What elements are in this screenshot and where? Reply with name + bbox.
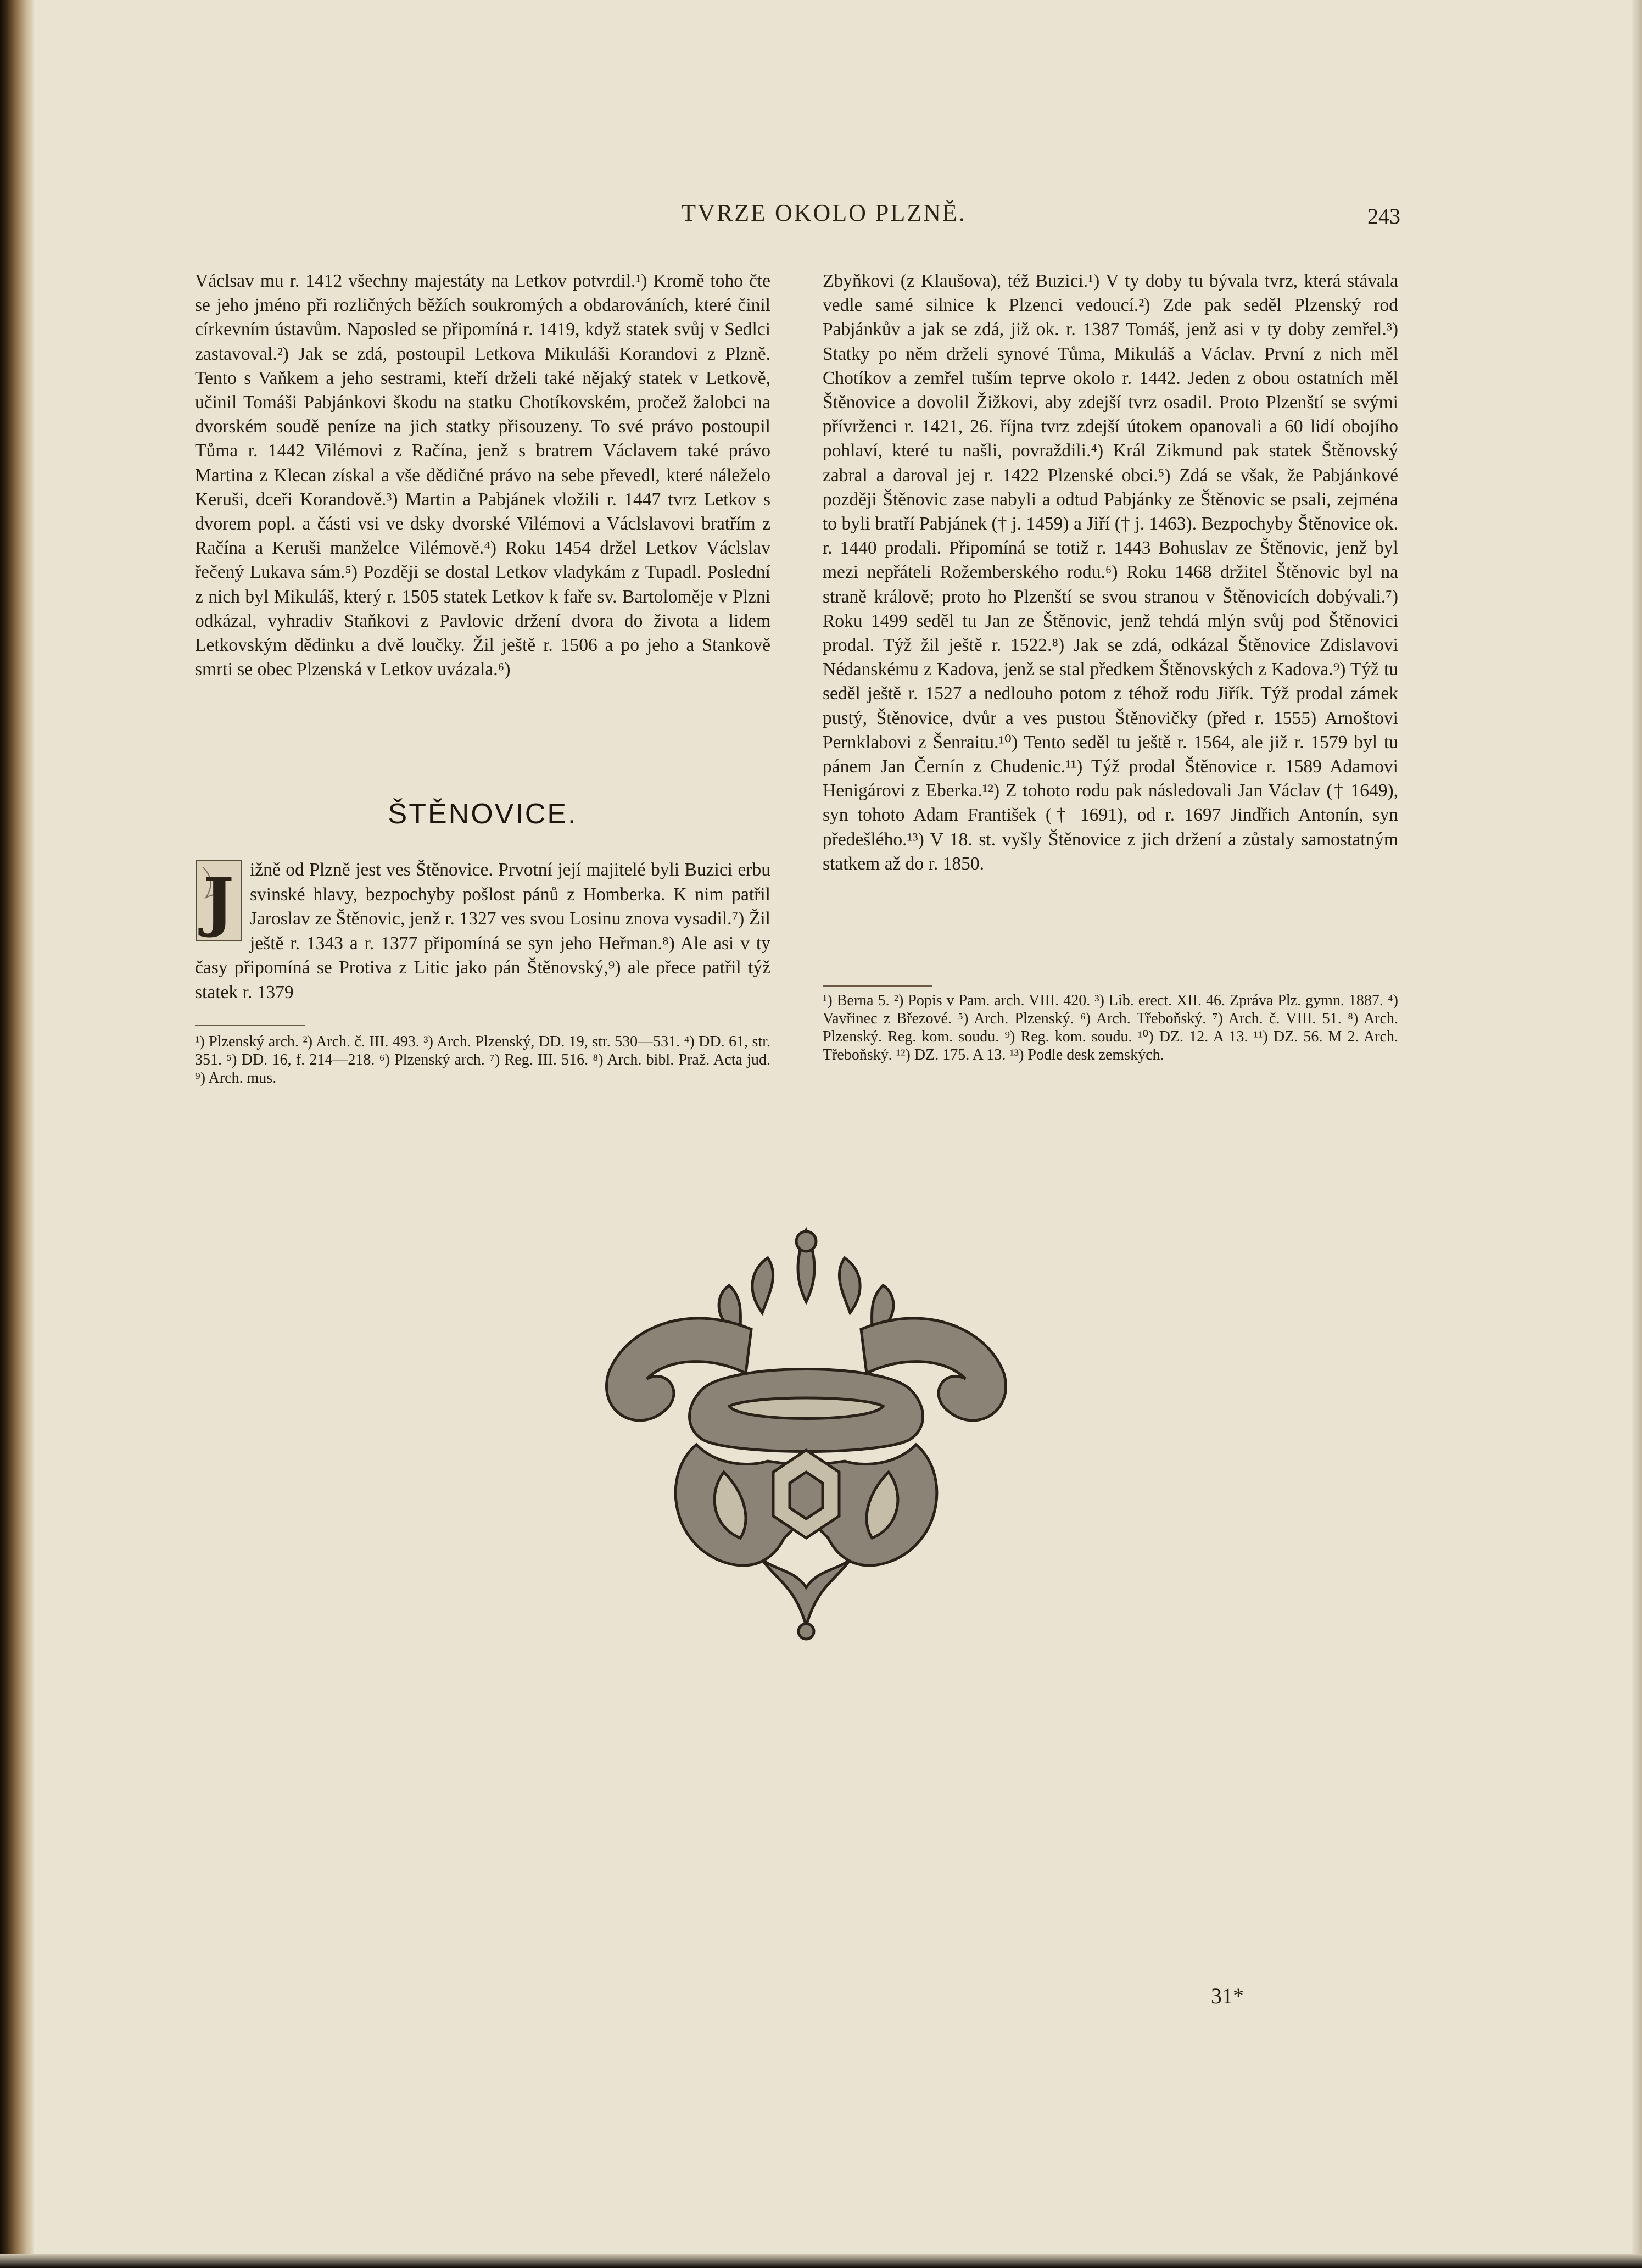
left-column-text: Václsav mu r. 1412 všechny majestáty na Letkov potvrdil.¹) Kromě toho čte se jeho jméno při rozličných běžích soukromých a obdarováních, které činil církevním ústavům. Naposled se připomíná r. 1419, když statek svůj v Sedlci zastavoval.²) Jak se zdá, postoupil Letkova Mikuláši Korandovi z Plzně. Tento s Vaňkem a jeho sestrami, kteří drželi také nějaký statek v Letkově, učinil Tomáši Pabjánkovi škodu na statku Chotíkovském, pročež žalobci na dvorském soudě peníze na jich statky přisouzeny. To své právo postoupil Tůma r. 1442 Vilémovi z Račína, jenž s bratrem Václavem také právo Martina z Klecan získal a vše dědičné právo na sebe převedl, které náleželo Keruši, dceři Korandově.³) Martin a Pabjánek vložili r. 1447 tvrz Letkov s dvorem popl. a části vsi ve dsky dvorské Vilémovi a Václslavovi bratřím z Račína a Keruši manželce Vilémově.⁴) Roku 1454 držel Letkov Václslav řečený Lukava sám.⁵) Později se dostal Letkov vladykám z Tupadl. Poslední z nich byl Mikuláš, který r. 1505 statek Letkov k faře sv. Bartoloměje v Plzni odkázal, vyhradiv Staňkovi z Pavlovic držení dvora do života a lidem Letkovským dědinku a dvě loučky. Žil ještě r. 1506 a po jeho a Stankově smrti se obec Plzenská v Letkov uvázala.⁶) — [195, 271, 770, 680]
page-edge — [1632, 0, 1642, 2268]
right-column-text: Zbyňkovi (z Klaušova), též Buzici.¹) V ty doby tu bývala tvrz, která stávala vedle samé silnice k Plzenci vedoucí.²) Zde pak seděl Plzenský rod Pabjánkův a jak se zdá, již ok. r. 1387 Tomáš, jenž asi v ty doby zemřel.³) Statky po něm drželi synové Tůma, Mikuláš a Václav. První z nich měl Chotíkov a zemřel tuším teprve okolo r. 1442. Jeden z obou ostatních měl Štěnovice a dovolil Žižkovi, aby zdejší tvrz osadil. Proto Plzenští se svými přívrženci r. 1421, 26. října tvrz zdejší útokem opanovali a 60 lidí obojího pohlaví, které tu našli, povraždili.⁴) Král Zikmund pak statek Štěnovský zabral a daroval jej r. 1422 Plzenské obci.⁵) Zdá se však, že Pabjánkové později Štěnovic zase nabyli a odtud Pabjánky ze Štěnovic se psali, zejména to byli bratří Pabjánek († j. 1459) a Jiří († j. 1463). Bezpochyby Štěnovice ok. r. 1440 prodali. Připomíná se totiž r. 1443 Bohuslav ze Štěnovic, jenž byl mezi nepřáteli Rožemberského rodu.⁶) Roku 1468 držitel Štěnovic byl na straně králově; proto ho Plzenští se svou stranou v Štěnovicích dobývali.⁷) Roku 1499 seděl tu Jan ze Štěnovic, jenž tehdá mlýn svůj pod Štěnovici prodal. Týž žil ještě r. 1522.⁸) Jak se zdá, odkázal Štěnovice Zdislavovi Nédanskému z Kadova, jenž se stal předkem Štěnovských z Kadova.⁹) Týž tu seděl ještě r. 1527 a nedlouho potom z téhož rodu Jiřík. Týž prodal zámek pustý, Štěnovice, dvůr a ves pustou Štěnovičky (před r. 1555) Arnoštovi Pernklabovi z Šenraitu.¹⁰) Tento seděl tu ještě r. 1564, ale již r. 1579 byl tu pánem Jan Černín z Chudenic.¹¹) Týž prodal Štěnovice r. 1589 Adamovi Henigárovi z Eberka.¹²) Z tohoto rodu pak následovali Jan Václav († 1649), syn tohoto Adam František († 1691), od r. 1697 Jindřich Antonín, syn předešlého.¹³) V 18. st. vyšly Štěnovice z jich držení a zůstaly samostatným statkem až do r. 1850. — [823, 271, 1398, 874]
right-column — [823, 269, 1398, 876]
dropcap-j — [195, 859, 242, 941]
dropcap-letter: J — [203, 863, 234, 939]
left-column — [195, 269, 770, 682]
section-title: ŠTĚNOVICE. — [388, 798, 578, 830]
section-body — [195, 858, 770, 1005]
sheet-signature: 31* — [1211, 1983, 1244, 2008]
left-footnote-rule — [195, 1025, 305, 1026]
running-head: TVRZE OKOLO PLZNĚ. — [681, 199, 967, 226]
page-bottom-edge — [0, 2254, 1642, 2268]
dropcap-icon — [195, 859, 242, 941]
left-footnotes: ¹) Plzenský arch. ²) Arch. č. III. 493. ³) Arch. Plzenský, DD. 19, str. 530—531. ⁴) DD. 61, str. 351. ⁵) DD. 16, f. 214—218. ⁶) Plzenský arch. ⁷) Reg. III. 516. ⁸) Arch. bibl. Praž. Acta jud. ⁹) Arch. mus. — [195, 1033, 770, 1086]
right-footnotes: ¹) Berna 5. ²) Popis v Pam. arch. VIII. 420. ³) Lib. erect. XII. 46. Zpráva Plz. gymn. 1887. ⁴) Vavřinec z Březové. ⁵) Arch. Plzenský. ⁶) Arch. Třeboňský. ⁷) Arch. č. VIII. 51. ⁸) Arch. Plzenský. Reg. kom. soudu. ⁹) Reg. kom. soudu. ¹⁰) DZ. 12. A 13. ¹¹) DZ. 56. M 2. Arch. Třeboňský. ¹²) DZ. 175. A 13. ¹³) Podle desk zemských. — [823, 992, 1398, 1063]
book-spine-shadow — [0, 0, 34, 2268]
page-number: 243 — [1367, 204, 1400, 229]
ornamental-vignette-icon — [587, 1208, 1026, 1648]
section-text: ižně od Plzně jest ves Štěnovice. Prvotní její majitelé byli Buzici erbu svinské hlavy, bezpochyby pošlost pánů z Homberka. K nim patřil Jaroslav ze Štěnovic, jenž r. 1327 ves svou Losinu znova vysadil.⁷) Žil ještě r. 1343 a r. 1377 připomíná se syn jeho Heřman.⁸) Ale asi v ty časy připomíná se Protiva z Litic jako pán Štěnovský,⁹) ale přece patřil týž statek r. 1379 — [195, 860, 770, 1002]
right-footnote-rule — [823, 985, 932, 987]
